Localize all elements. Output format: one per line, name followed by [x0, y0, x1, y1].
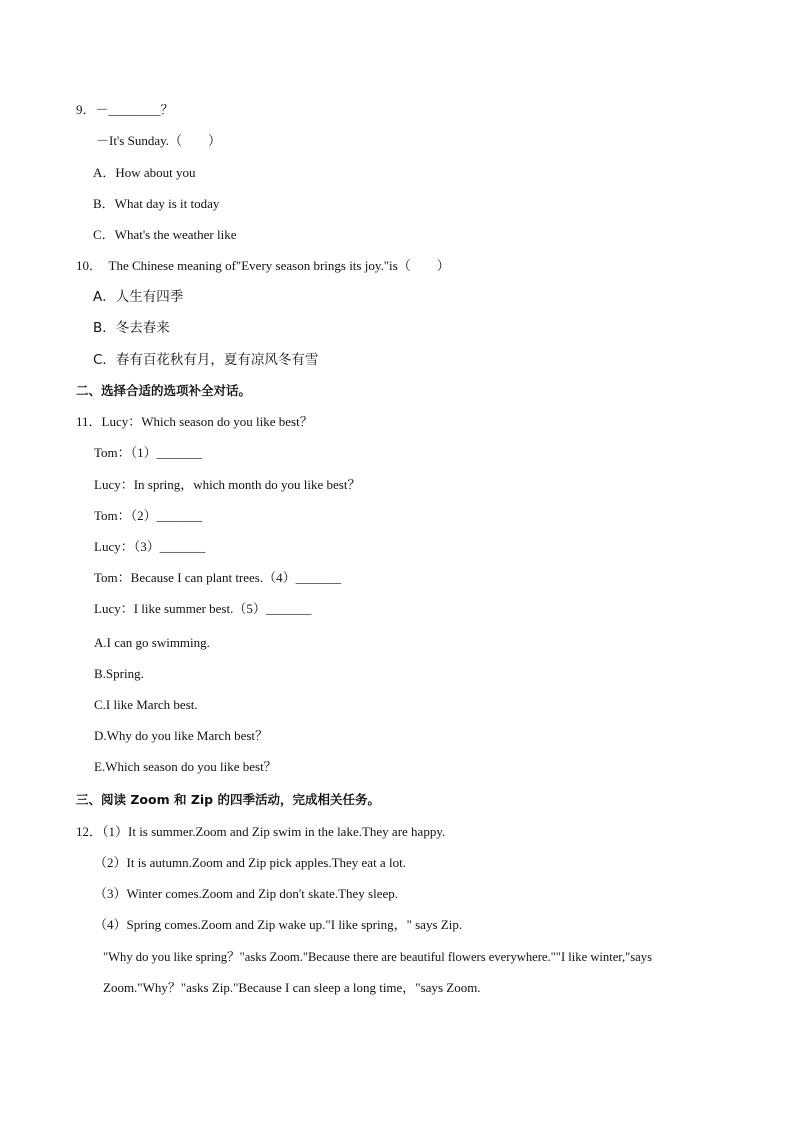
q11-line-4: Tom：（2）_______ [94, 508, 203, 523]
q9-stem: 9．－________？ [76, 102, 174, 117]
q11-line-7: Lucy：I like summer best.（5）_______ [94, 601, 312, 616]
q11-choice-c[interactable]: C.I like March best. [94, 697, 198, 712]
q11-choice-d[interactable]: D.Why do you like March best？ [94, 728, 269, 743]
q11-choice-b[interactable]: B.Spring. [94, 666, 144, 681]
q12-line-2: （2）It is autumn.Zoom and Zip pick apples.They eat a lot. [94, 855, 406, 870]
q11-choice-a[interactable]: A.I can go swimming. [94, 635, 210, 650]
section3-heading: 三、阅读 Zoom 和 Zip 的四季活动，完成相关任务。 [76, 792, 380, 807]
q11-choice-e[interactable]: E.Which season do you like best？ [94, 759, 277, 774]
q10-option-b[interactable]: B．冬去春来 [93, 320, 170, 336]
q12-line-5: "Why do you like spring？"asks Zoom."Because there are beautiful flowers everywhere.""I like winter,"says [103, 950, 652, 964]
q9-option-b[interactable]: B．What day is it today [93, 196, 220, 211]
q12-line-1: 12．（1）It is summer.Zoom and Zip swim in the lake.They are happy. [76, 824, 446, 839]
q10-option-c[interactable]: C．春有百花秋有月，夏有凉风冬有雪 [93, 352, 319, 368]
q11-line-5: Lucy：（3）_______ [94, 539, 206, 554]
section2-heading: 二、选择合适的选项补全对话。 [76, 383, 252, 398]
q9-reply: －It's Sunday.（ ） [96, 133, 221, 148]
q12-line-4: （4）Spring comes.Zoom and Zip wake up."I like spring，" says Zip. [94, 917, 463, 932]
q10-stem: 10． The Chinese meaning of"Every season brings its joy."is（ ） [76, 258, 450, 273]
q11-line-3: Lucy：In spring，which month do you like best？ [94, 477, 361, 492]
q12-line-6: Zoom."Why？"asks Zip."Because I can sleep a long time，"says Zoom. [103, 980, 481, 995]
q11-line-6: Tom：Because I can plant trees.（4）_______ [94, 570, 342, 585]
q9-option-c[interactable]: C．What's the weather like [93, 227, 237, 242]
q9-option-a[interactable]: A．How about you [93, 165, 196, 180]
q12-line-3: （3）Winter comes.Zoom and Zip don't skate.They sleep. [94, 886, 398, 901]
q10-option-a[interactable]: A．人生有四季 [93, 289, 184, 305]
q11-line-2: Tom：（1）_______ [94, 445, 203, 460]
q11-line-1: 11．Lucy：Which season do you like best？ [76, 414, 313, 429]
